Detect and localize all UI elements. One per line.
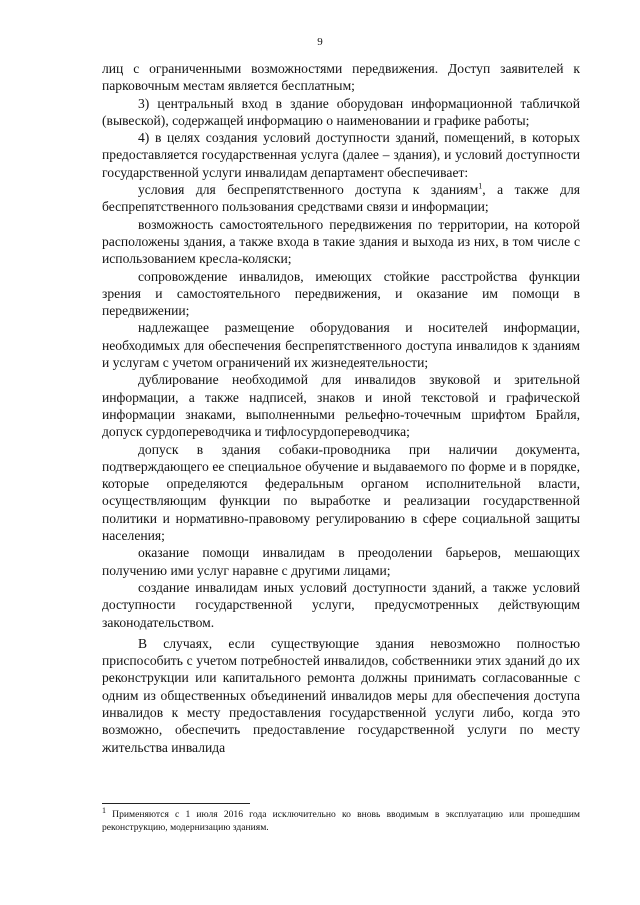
paragraph-accessibility-conditions: 4) в целях создания условий доступности зданий, помещений, в которых предоставляется государственная услуга (далее – здания), и условий доступности государственной услуги инвалидам департамент обеспечивает: [102,130,580,180]
footnote-marker: 1 [102,805,106,815]
paragraph-parking-access: лиц с ограниченными возможностями передвижения. Доступ заявителей к парковочным местам является бесплатным; [102,61,580,94]
footnote [102,805,580,834]
document-body [102,60,580,756]
paragraph-other-conditions: создание инвалидам иных условий доступности зданий, а также условий доступности государственной услуги, предусмотренных действующим законодательством. [102,579,580,630]
paragraph-central-entrance: 3) центральный вход в здание оборудован информационной табличкой (вывеской), содержащей информацию о наименовании и графике работы; [102,95,580,128]
paragraph-equipment-placement: надлежащее размещение оборудования и носителей информации, необходимых для обеспечения беспрепятственного доступа инвалидов к зданиям и услугам с учетом ограничений их жизнедеятельности; [102,320,580,371]
footnote-text: Применяются с 1 июля 2016 года исключительно ко вновь вводимым в эксплуатацию или прошедшим реконструкцию, модернизацию зданиям. [102,809,580,833]
page-number: 9 [317,36,323,48]
paragraph-unobstructed-access [102,181,580,216]
footnote-divider [102,803,250,804]
paragraph-existing-buildings: В случаях, если существующие здания невозможно полностью приспособить с учетом потребностей инвалидов, собственники этих зданий до их реконструкции или капитального ремонта должны принимать согласованные с одним из общественных объединений инвалидов меры для обеспечения доступа инвалидов к месту предоставления государственной услуги либо, когда это возможно, обеспечить предоставление государственной услуги по месту жительства инвалида [102,635,580,755]
paragraph-barrier-assistance: оказание помощи инвалидам в преодолении барьеров, мешающих получению ими услуг наравне с другими лицами; [102,545,580,578]
paragraph-independent-movement: возможность самостоятельного передвижения по территории, на которой расположены здания, а также входа в такие здания и выхода из них, в том числе с использованием кресла-коляски; [102,216,580,267]
paragraph-unobstructed-access-text: условия для беспрепятственного доступа к зданиям [138,182,479,198]
paragraph-escort: сопровождение инвалидов, имеющих стойкие расстройства функции зрения и самостоятельного передвижения, и оказание им помощи в передвижении; [102,268,580,319]
paragraph-unobstructed-access-tail: , а также для беспрепятственного пользования средствами связи и информации; [102,182,580,215]
paragraph-information-duplication: дублирование необходимой для инвалидов звуковой и зрительной информации, а также надписей, знаков и иной текстовой и графической информации знаками, выполненными рельефно-точечным шрифтом Брайля, допуск сурдопереводчика и тифлосурдопереводчика; [102,372,580,440]
footnote-reference: 1 [478,181,483,191]
paragraph-guide-dog: допуск в здания собаки-проводника при наличии документа, подтверждающего ее специальное обучение и выдаваемого по форме и в порядке, которые определяются федеральным органом исполнительной власти, осуществляющим функции по выработке и реализации государственной политики и нормативно-правовому регулированию в сфере социальной защиты населения; [102,441,580,544]
